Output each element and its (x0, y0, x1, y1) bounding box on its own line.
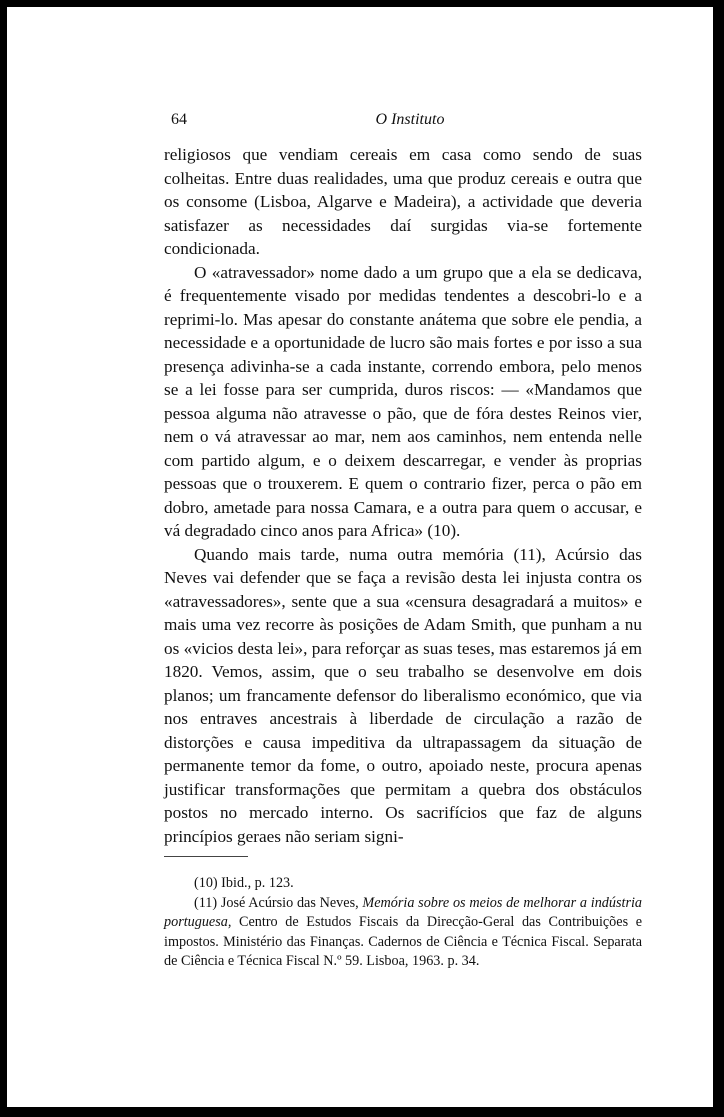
body-text (164, 143, 642, 848)
footnote-11 (164, 894, 642, 972)
footnote-11-lead: (11) José Acúrsio das Neves, (194, 894, 359, 911)
page-header (171, 111, 649, 133)
paragraph-3: Quando mais tarde, numa outra memória (11), Acúrsio das Neves vai defender que se faça a revisão desta lei injusta contra os «atravessadores», sente que a sua «censura desagradará a muitos» e mais uma vez recorre às posições de Adam Smith, que punham a nu os «vicios desta lei», para reforçar as suas teses, mas estaremos já em 1820. Vemos, assim, que o seu trabalho se desenvolve em dois planos; um francamente defensor do liberalismo económico, que via nos entraves ancestrais à liberdade de circulação a razão de distorções e causa impeditiva da ultrapassagem da situação de permanente temor da fome, o outro, apoiado neste, procura apenas justificar transformações que permitam a quebra dos obstáculos postos no mercado interno. Os sacrifícios que faz de alguns princípios geraes não seriam signi- (164, 544, 642, 846)
paragraph-2: O «atravessador» nome dado a um grupo que a ela se dedicava, é frequentemente visado por medidas tendentes a descobri-lo e a reprimi-lo. Mas apesar do constante anátema que sobre ele pendia, a necessidade e a oportunidade de lucro são mais fortes e por isso a sua presença adivinha-se a cada instante, correndo embora, pelo menos se a lei fosse para ser cumprida, duros riscos: — «Mandamos que pessoa alguma não atravesse o pão, que de fóra destes Reinos vier, nem o vá atravessar ao mar, nem aos caminhos, nem entenda nelle com partido algum, e o deixem descarregar, e vender às proprias pessoas que o trouxerem. E quem o contrario fizer, perca o pão em dobro, ametade para nossa Camara, e a outra para quem o accusar, e vá degradado cinco anos para Africa» (10). (164, 262, 642, 540)
footnotes (164, 874, 642, 972)
page-number: 64 (171, 111, 187, 128)
running-title: O Instituto (375, 111, 445, 128)
footnote-11-title: Memória sobre os meios de melhorar a indústria portuguesa, (164, 894, 642, 930)
footnote-rule (164, 856, 248, 857)
footnote-10: (10) Ibid., p. 123. (194, 875, 294, 891)
footnote-11-rest: Centro de Estudos Fiscais da Direcção-Geral das Contribuições e impostos. Ministério das Finanças. Cadernos de Ciência e Técnica Fiscal. Separata de Ciência e Técnica Fiscal N.º 59. Lisboa, 1963. p. 34. (164, 914, 643, 969)
paragraph-1: religiosos que vendiam cereais em casa como sendo de suas colheitas. Entre duas realidades, uma que produz cereais e outra que os consome (Lisboa, Algarve e Madeira), a actividade que deveria satisfazer as necessidades daí surgidas via-se fortemente condicionada. (164, 145, 642, 258)
